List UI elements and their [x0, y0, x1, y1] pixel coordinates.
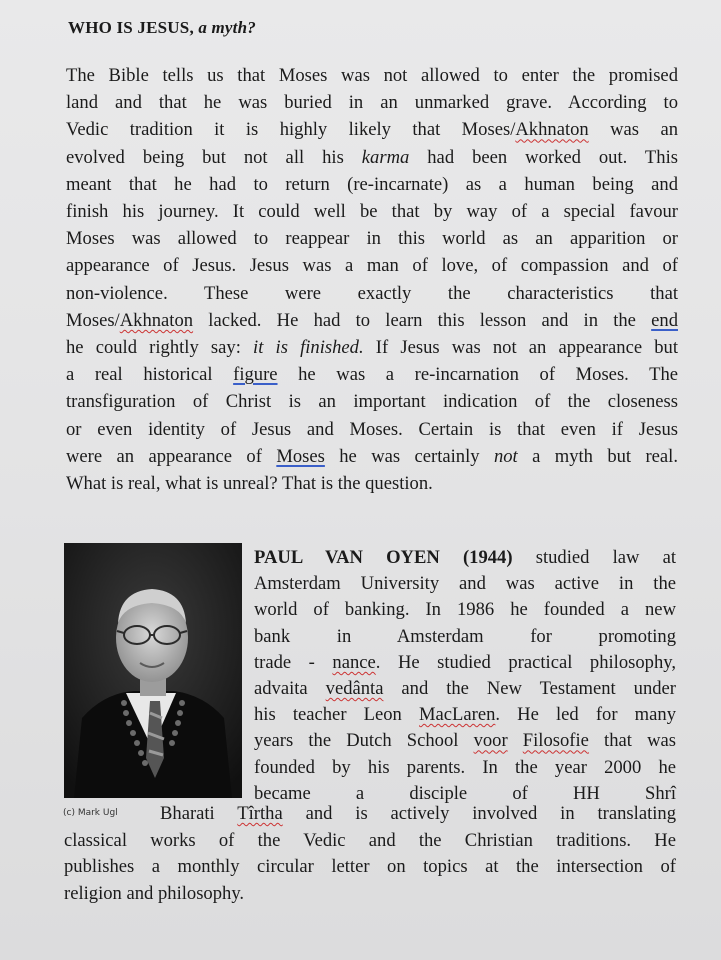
text-run: trade -: [254, 651, 333, 673]
text-run: Bharati: [160, 803, 238, 824]
text-line: [66, 171, 678, 198]
text-line: [254, 728, 676, 754]
text-run: evolved being but not all his: [66, 146, 362, 168]
text-run: Moses/: [66, 309, 120, 331]
text-run: land and that he was buried in an unmarked grave. According to: [66, 92, 678, 114]
text-run: bank in Amsterdam for promoting: [254, 625, 676, 647]
text-line: [64, 881, 676, 908]
text-line: [254, 571, 676, 597]
text-run: and the New Testament under: [383, 678, 676, 700]
text-line: [66, 198, 678, 225]
text-run: or even identity of Jesus and Moses. Certain is that even if Jesus: [66, 418, 678, 440]
text-run: Tîrtha: [237, 803, 283, 824]
author-bio-continued: [64, 801, 676, 907]
author-photo: [64, 543, 242, 798]
text-line: [66, 334, 678, 361]
text-line: [254, 702, 676, 728]
text-run: vedânta: [325, 678, 384, 700]
text-run: not: [493, 445, 518, 467]
text-run: years the Dutch School: [254, 730, 474, 752]
text-run: world of banking. In 1986 he founded a new: [254, 599, 676, 621]
text-line: [66, 416, 678, 443]
text-run: classical works of the Vedic and the Christian traditions. He: [64, 829, 676, 851]
heading-title: WHO IS JESUS,: [68, 18, 194, 37]
text-run: advaita: [254, 678, 326, 700]
text-line: [254, 755, 676, 781]
text-line: [66, 388, 678, 415]
text-line: [66, 225, 678, 252]
text-run: publishes a monthly circular letter on topics at the intersection of: [64, 856, 676, 877]
text-line: [66, 252, 678, 279]
text-run: end: [651, 309, 678, 331]
text-run: it is finished.: [253, 337, 364, 359]
text-run: appearance of Jesus. Jesus was a man of love, of compassion and of: [66, 255, 678, 277]
text-line: [64, 828, 676, 855]
text-run: he could rightly say:: [66, 337, 254, 359]
text-run: lacked. He had to learn this lesson and in the: [193, 309, 652, 331]
text-run: figure: [233, 364, 278, 386]
text-run: he was a re-incarnation of Moses. The: [277, 364, 678, 386]
heading-italic: a myth?: [198, 18, 256, 37]
text-run: Moses was allowed to reappear in this world as an apparition or: [66, 228, 678, 250]
article-paragraph: [66, 62, 678, 497]
text-line: [254, 676, 676, 702]
text-run: a myth but real.: [517, 445, 678, 467]
text-run: . He studied practical philosophy,: [375, 651, 676, 673]
text-run: Amsterdam University and was active in the: [254, 573, 676, 595]
text-run: [508, 730, 523, 751]
text-run: Akhnaton: [515, 119, 589, 141]
text-run: voor: [473, 730, 508, 752]
text-line: [64, 801, 676, 828]
text-line: [254, 545, 676, 571]
text-run: What is real, what is unreal? That is the question.: [66, 473, 433, 495]
text-run: MacLaren: [419, 704, 496, 726]
text-run: The Bible tells us that Moses was not allowed to enter the promised: [66, 65, 678, 86]
text-line: [66, 116, 678, 143]
text-run: became a disciple of HH Shrî: [254, 782, 676, 804]
text-line: [66, 443, 678, 470]
text-line: [254, 597, 676, 623]
article-heading: [68, 18, 256, 38]
text-run: nance: [332, 651, 376, 673]
text-run: transfiguration of Christ is an important indication of the closeness: [66, 391, 678, 413]
author-bio: [254, 545, 676, 807]
text-run: founded by his parents. In the year 2000 he: [254, 756, 676, 778]
text-run: If Jesus was not an appearance but: [363, 337, 678, 359]
text-run: and is actively involved in translating: [282, 803, 676, 824]
text-run: had been worked out. This: [409, 146, 678, 168]
text-line: [254, 650, 676, 676]
text-run: karma: [361, 146, 410, 168]
text-run: were an appearance of: [66, 445, 277, 467]
photo-credit: (c) Mark Ugl: [63, 808, 118, 818]
text-line: [66, 470, 678, 497]
text-run: Moses: [276, 445, 325, 467]
text-run: religion and philosophy.: [64, 882, 245, 904]
text-run: Vedic tradition it is highly likely that Moses/: [66, 119, 516, 141]
text-line: [66, 62, 678, 89]
text-run: was an: [588, 119, 678, 141]
text-line: [66, 280, 678, 307]
text-run: . He led for many: [495, 704, 676, 726]
text-run: a real historical: [66, 364, 234, 386]
text-line: [64, 854, 676, 881]
text-run: Akhnaton: [119, 309, 194, 331]
text-line: [254, 624, 676, 650]
text-run: his teacher Leon: [254, 704, 419, 726]
text-run: he was certainly: [324, 445, 494, 467]
text-run: Filosofie: [522, 730, 589, 752]
text-line: [66, 361, 678, 388]
text-run: non-violence. These were exactly the characteristics that: [66, 282, 678, 304]
text-run: PAUL VAN OYEN (1944): [254, 547, 513, 568]
text-run: finish his journey. It could well be that by way of a special favour: [66, 201, 678, 223]
text-run: that was: [588, 730, 676, 752]
text-run: studied law at: [512, 547, 677, 568]
text-run: meant that he had to return (re-incarnate) as a human being and: [66, 173, 678, 195]
text-line: [66, 144, 678, 171]
text-line: [66, 307, 678, 334]
text-line: [66, 89, 678, 116]
